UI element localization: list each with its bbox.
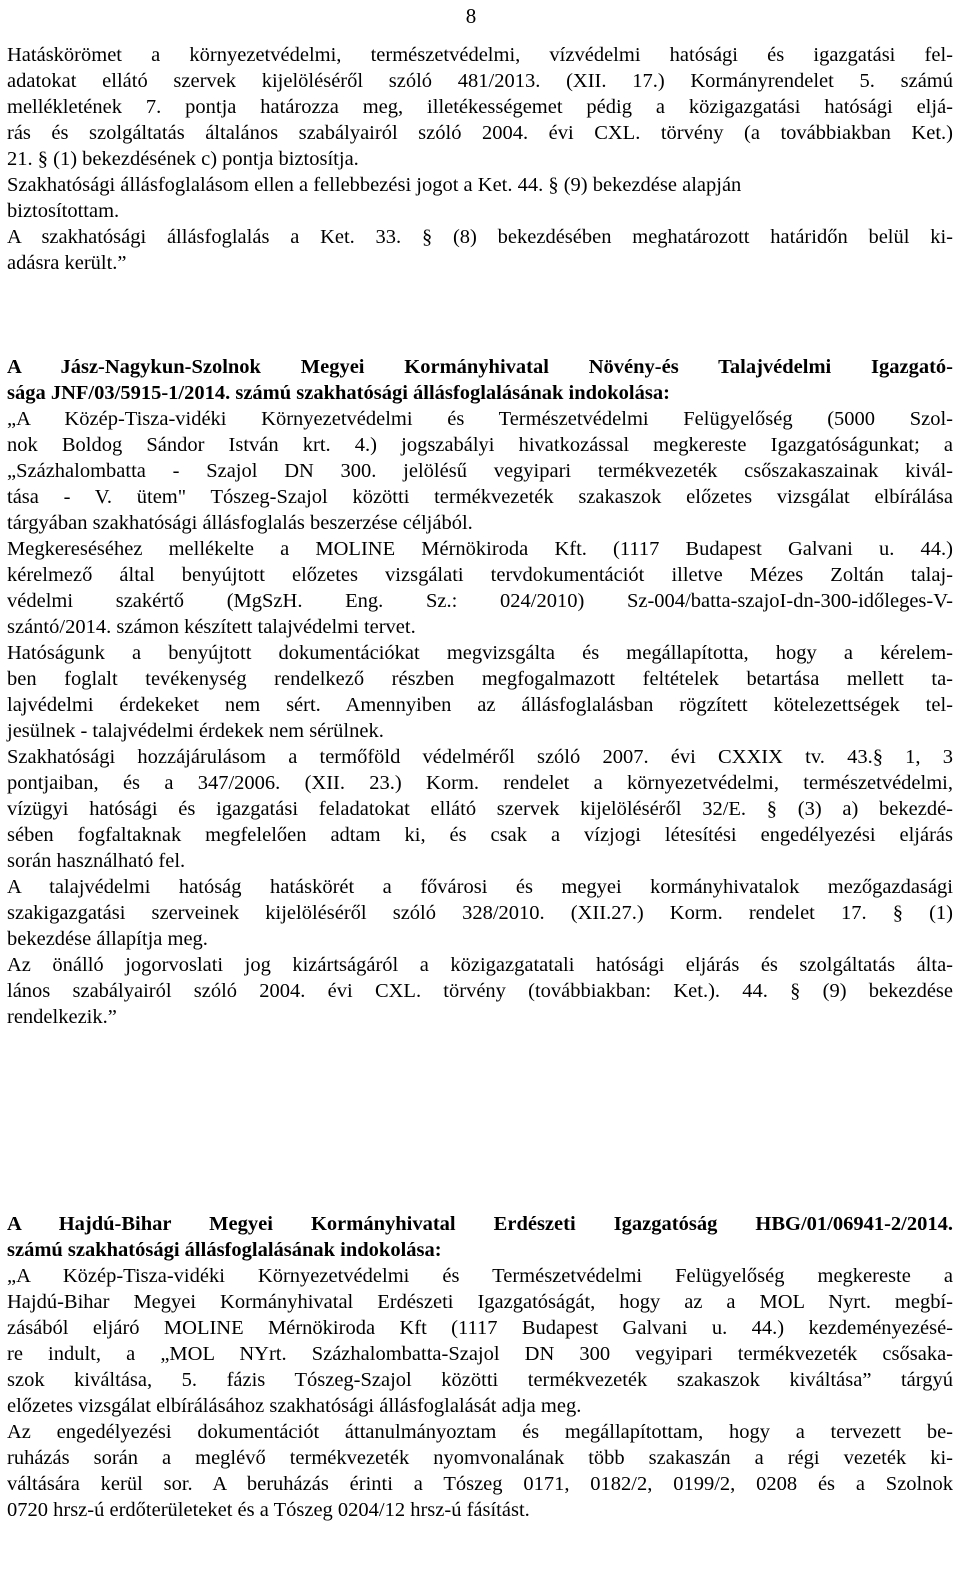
text-line: mellékletének 7. pontja határozza meg, illetékességemet pédig a közigazgatási hatósági eljá- [7,96,953,118]
text-line: A szakhatósági állásfoglalás a Ket. 33. § (8) bekezdésében meghatározott határidőn belül ki- [7,226,953,248]
text-line: 0720 hrsz-ú erdőterületeket és a Tószeg 0204/12 hrsz-ú fásítást. [7,1499,530,1521]
section-heading: számú szakhatósági állásfoglalásának indokolása: [7,1239,442,1261]
section-heading: A Hajdú-Bihar Megyei Kormányhivatal Erdészeti Igazgatóság HBG/01/06941-2/2014. [7,1213,953,1235]
text-line: „Százhalombatta - Szajol DN 300. jelölésű vegyipari termékvezeték csőszakaszainak kivál- [7,460,953,482]
text-line: biztosítottam. [7,200,120,222]
text-line: vízügyi hatósági és igazgatási feladatokat ellátó szervek kijelöléséről 32/E. § (3) a) bekezdé- [7,798,953,820]
text-line: Az önálló jogorvoslati jog kizártságáról a közigazgatatali hatósági eljárás és szolgáltatás álta- [7,954,953,976]
section-heading: sága JNF/03/5915-1/2014. számú szakhatósági állásfoglalásának indokolása: [7,382,670,404]
text-line: zásából eljáró MOLINE Mérnökiroda Kft (1117 Budapest Galvani u. 44.) kezdeményezésé- [7,1317,953,1339]
text-line: váltására kerül sor. A beruházás érinti a Tószeg 0171, 0182/2, 0199/2, 0208 és a Szolnok [7,1473,953,1495]
text-line: előzetes vizsgálat elbírálásához szakhatósági állásfoglalását adja meg. [7,1395,582,1417]
text-line: pontjaiban, és a 347/2006. (XII. 23.) Korm. rendelet a környezetvédelmi, természetvédelmi, [7,772,953,794]
text-line: „A Közép-Tisza-vidéki Környezetvédelmi és Természetvédelmi Felügyelőség megkereste a [7,1265,953,1287]
text-line: kérelmező által benyújtott előzetes vizsgálati tervdokumentációt illetve Mézes Zoltán talaj- [7,564,953,586]
text-line: Szakhatósági állásfoglalásom ellen a fellebbezési jogot a Ket. 44. § (9) bekezdése alapján [7,174,742,196]
text-line: szakigazgatási szerveinek kijelöléséről szóló 328/2010. (XII.27.) Korm. rendelet 17. § (1) [7,902,953,924]
text-line: tárgyában szakhatósági állásfoglalás beszerzése céljából. [7,512,473,534]
text-line: Hatáskörömet a környezetvédelmi, természetvédelmi, vízvédelmi hatósági és igazgatási fel- [7,44,953,66]
text-line: rás és szolgáltatás általános szabályairól szóló 2004. évi CXL. törvény (a továbbiakban Ket.) [7,122,953,144]
text-line: 21. § (1) bekezdésének c) pontja biztosítja. [7,148,359,170]
text-line: adásra került.” [7,252,127,274]
text-line: adatokat ellátó szervek kijelöléséről szóló 481/2013. (XII. 17.) Kormányrendelet 5. számú [7,70,953,92]
text-line: sében fogfaltaknak megfelelően adtam ki, és csak a vízjogi létesítési engedélyezési eljárás [7,824,953,846]
text-line: tása - V. ütem" Tószeg-Szajol közötti termékvezeték szakaszok előzetes vizsgálat elbírálása [7,486,953,508]
text-line: jesülnek - talajvédelmi érdekek nem sérülnek. [7,720,384,742]
text-line: ruházás során a meglévő termékvezeték nyomvonalának több szakaszán a régi vezeték ki- [7,1447,953,1469]
text-line: során használható fel. [7,850,186,872]
text-line: Szakhatósági hozzájárulásom a termőföld védelméről szóló 2007. évi CXXIX tv. 43.§ 1, 3 [7,746,953,768]
text-line: A talajvédelmi hatóság hatáskörét a fővárosi és megyei kormányhivatalok mezőgazdasági [7,876,953,898]
text-line: ben foglalt tevékenység rendelkező részben megfogalmazott feltételek betartása mellett ta- [7,668,953,690]
text-line: nok Boldog Sándor István krt. 4.) jogszabályi hivatkozással megkereste Igazgatóságunkat; a [7,434,953,456]
text-line: lános szabályairól szóló 2004. évi CXL. törvény (továbbiakban: Ket.). 44. § (9) bekezdése [7,980,953,1002]
text-line: Megkereséséhez mellékelte a MOLINE Mérnökiroda Kft. (1117 Budapest Galvani u. 44.) [7,538,953,560]
text-line: szok kiváltása, 5. fázis Tószeg-Szajol közötti termékvezeték szakaszok kiváltása” tárgyú [7,1369,953,1391]
text-line: Hajdú-Bihar Megyei Kormányhivatal Erdészeti Igazgatóságát, hogy az a MOL Nyrt. megbí- [7,1291,953,1313]
text-line: re indult, a „MOL NYrt. Százhalombatta-Szajol DN 300 vegyipari termékvezeték csősaka- [7,1343,953,1365]
page-number: 8 [465,4,477,28]
section-heading: A Jász-Nagykun-Szolnok Megyei Kormányhivatal Növény-és Talajvédelmi Igazgató- [7,356,953,378]
text-line: védelmi szakértő (MgSzH. Eng. Sz.: 024/2010) Sz-004/batta-szajoI-dn-300-időleges-V- [7,590,953,612]
text-line: lajvédelmi érdekeket nem sért. Amennyiben az állásfoglalásban rögzített kötelezettségek tel- [7,694,953,716]
text-line: „A Közép-Tisza-vidéki Környezetvédelmi és Természetvédelmi Felügyelőség (5000 Szol- [7,408,953,430]
text-line: Hatóságunk a benyújtott dokumentációkat megvizsgálta és megállapította, hogy a kérelem- [7,642,953,664]
text-line: rendelkezik.” [7,1006,117,1028]
text-line: szántó/2014. számon készített talajvédelmi tervet. [7,616,416,638]
text-line: bekezdése állapítja meg. [7,928,208,950]
text-line: Az engedélyezési dokumentációt áttanulmányoztam és megállapítottam, hogy a tervezett be- [7,1421,953,1443]
